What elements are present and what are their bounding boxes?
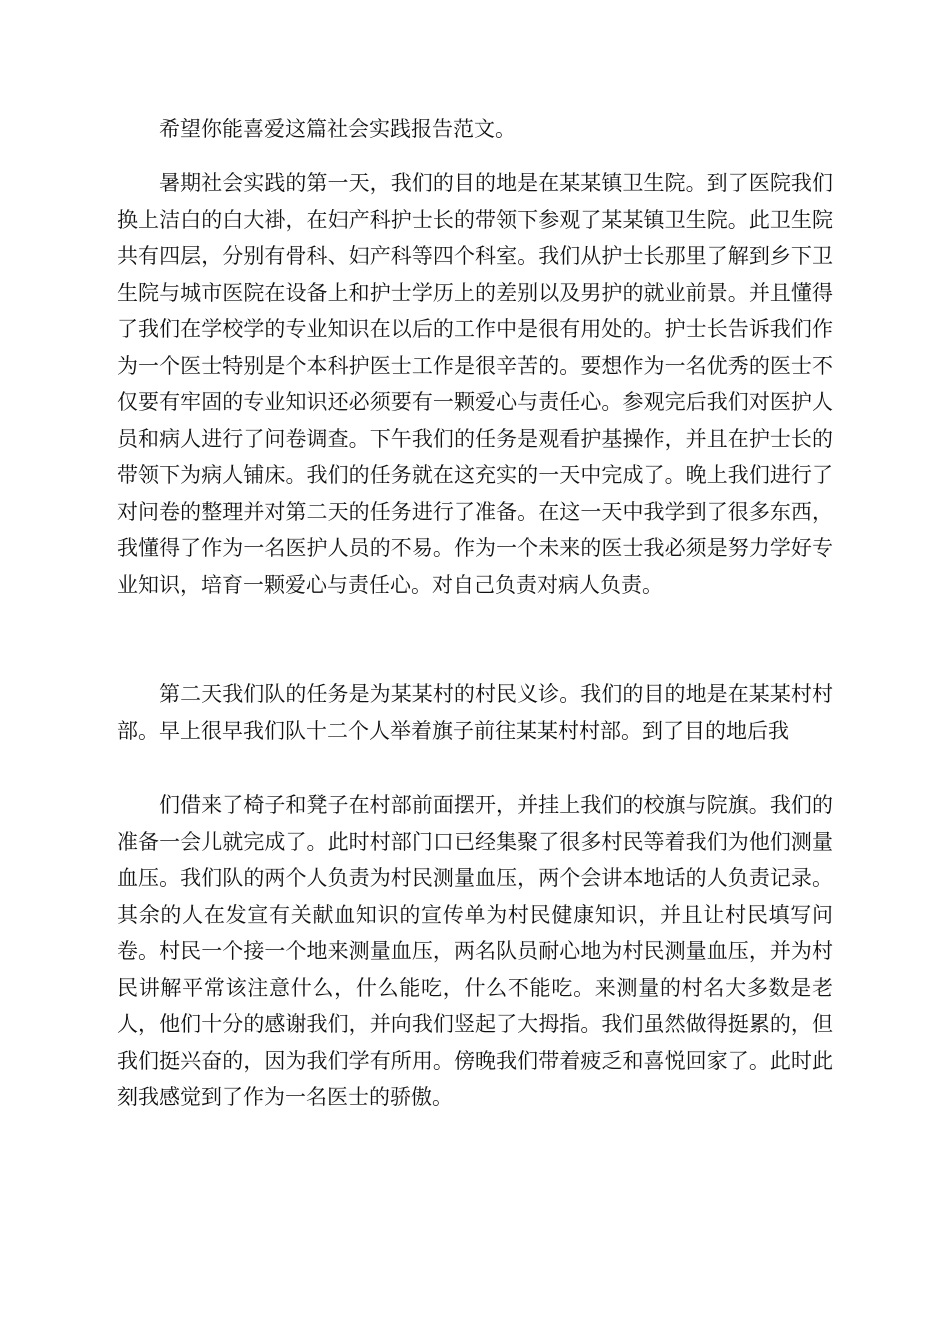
paragraph-intro: 希望你能喜爱这篇社会实践报告范文。 [159, 117, 516, 141]
paragraph-day-two-continued: 们借来了椅子和凳子在村部前面摆开，并挂上我们的校旗与院旗。我们的准备一会儿就完成了。此时村部门口已经集聚了很多村民等着我们为他们测量血压。我们队的两个人负责为村民测量血压，两个会讲本地话的人负责记录。其余的人在发宣有关献血知识的宣传单为村民健康知识，并且让村民填写问卷。村民一个接一个地来测量血压，两名队员耐心地为村民测量血压，并为村民讲解平常该注意什么，什么能吃，什么不能吃。来测量的村名大多数是老人，他们十分的感谢我们，并向我们竖起了大拇指。我们虽然做得挺累的，但我们挺兴奋的，因为我们学有所用。傍晚我们带着疲乏和喜悦回家了。此时此刻我感觉到了作为一名医士的骄傲。 [117, 793, 833, 1109]
paragraph-day-one: 暑期社会实践的第一天，我们的目的地是在某某镇卫生院。到了医院我们换上洁白的白大褂，在妇产科护士长的带领下参观了某某镇卫生院。此卫生院共有四层，分别有骨科、妇产科等四个科室。我们从护士长那里了解到乡下卫生院与城市医院在设备上和护士学历上的差别以及男护的就业前景。并且懂得了我们在学校学的专业知识在以后的工作中是很有用处的。护士长告诉我们作为一个医士特别是个本科护医士工作是很辛苦的。要想作为一名优秀的医士不仅要有牢固的专业知识还必须要有一颗爱心与责任心。参观完后我们对医护人员和病人进行了问卷调查。下午我们的任务是观看护基操作，并且在护士长的带领下为病人铺床。我们的任务就在这充实的一天中完成了。晚上我们进行了对问卷的整理并对第二天的任务进行了准备。在这一天中我学到了很多东西，我懂得了作为一名医护人员的不易。作为一个未来的医士我必须是努力学好专业知识，培育一颗爱心与责任心。对自己负责对病人负责。 [117, 171, 833, 597]
paragraph-day-two: 第二天我们队的任务是为某某村的村民义诊。我们的目的地是在某某村村部。早上很早我们队十二个人举着旗子前往某某村村部。到了目的地后我 [117, 682, 833, 743]
